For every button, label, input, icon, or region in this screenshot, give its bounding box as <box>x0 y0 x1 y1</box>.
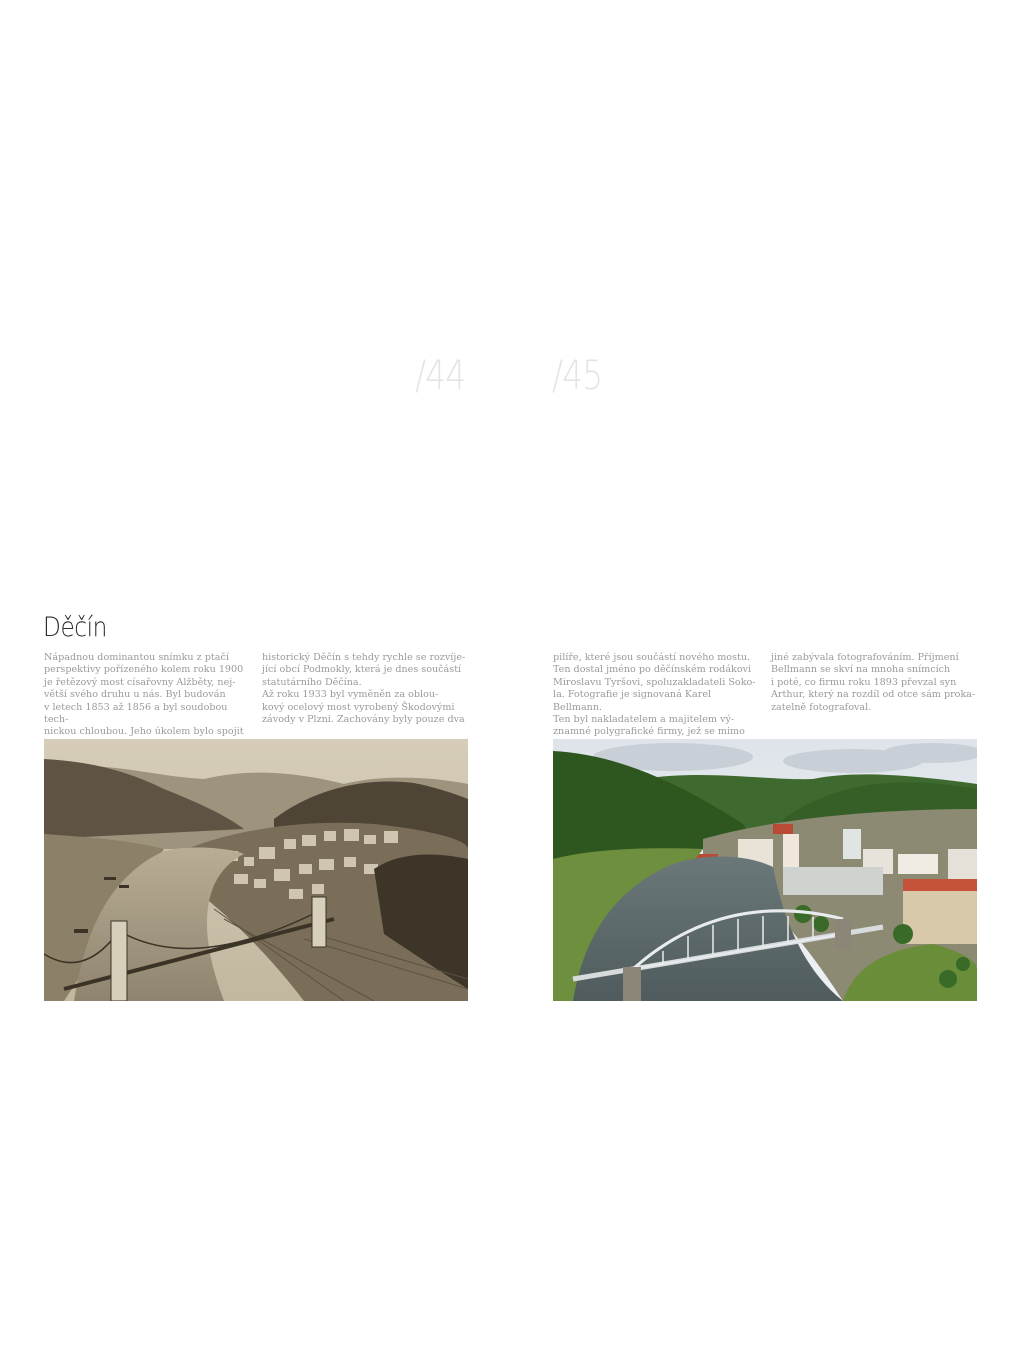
text-column-4: jiné zabývala fotografováním. Příjmení Bellmann se skví na mnoha snímcích i poté, co firmu roku 1893 převzal syn Arthur, který na rozdíl od otce sám proka- zatelně fotografoval. <box>771 652 976 713</box>
text-column-2: historický Děčín s tehdy rychle se rozvíje- jící obcí Podmokly, která je dnes součástí statutárního Děčína. Až roku 1933 byl vyměněn za oblou- kový ocelový most vyrobený Škodovými závody v Plzni. Zachovány byly pouze dva <box>262 652 466 726</box>
modern-photo-image <box>553 739 977 1001</box>
modern-photo <box>553 739 977 1001</box>
historic-photo <box>44 739 468 1001</box>
page-number-right: /45 <box>552 353 603 399</box>
text-column-1: Nápadnou dominantou snímku z ptačí perspektivy pořízeného kolem roku 1900 je řetězový most císařovny Alžběty, nej- větší svého druhu u nás. Byl budován v letech 1853 až 1856 a byl soudobou tech- nickou chloubou. Jeho úkolem bylo spojit <box>44 652 244 738</box>
page-number-left: /44 <box>415 353 466 399</box>
historic-photo-image <box>44 739 468 1001</box>
article-title: Děčín <box>43 612 107 643</box>
text-column-3: pilíře, které jsou součástí nového mostu. Ten dostal jméno po děčínském rodákovi Miroslavu Tyršovi, spoluzakladateli Soko- la. Fotografie je signovaná Karel Bellmann. Ten byl nakladatelem a majitelem vý- znamné polygrafické firmy, jež se mimo <box>553 652 756 738</box>
